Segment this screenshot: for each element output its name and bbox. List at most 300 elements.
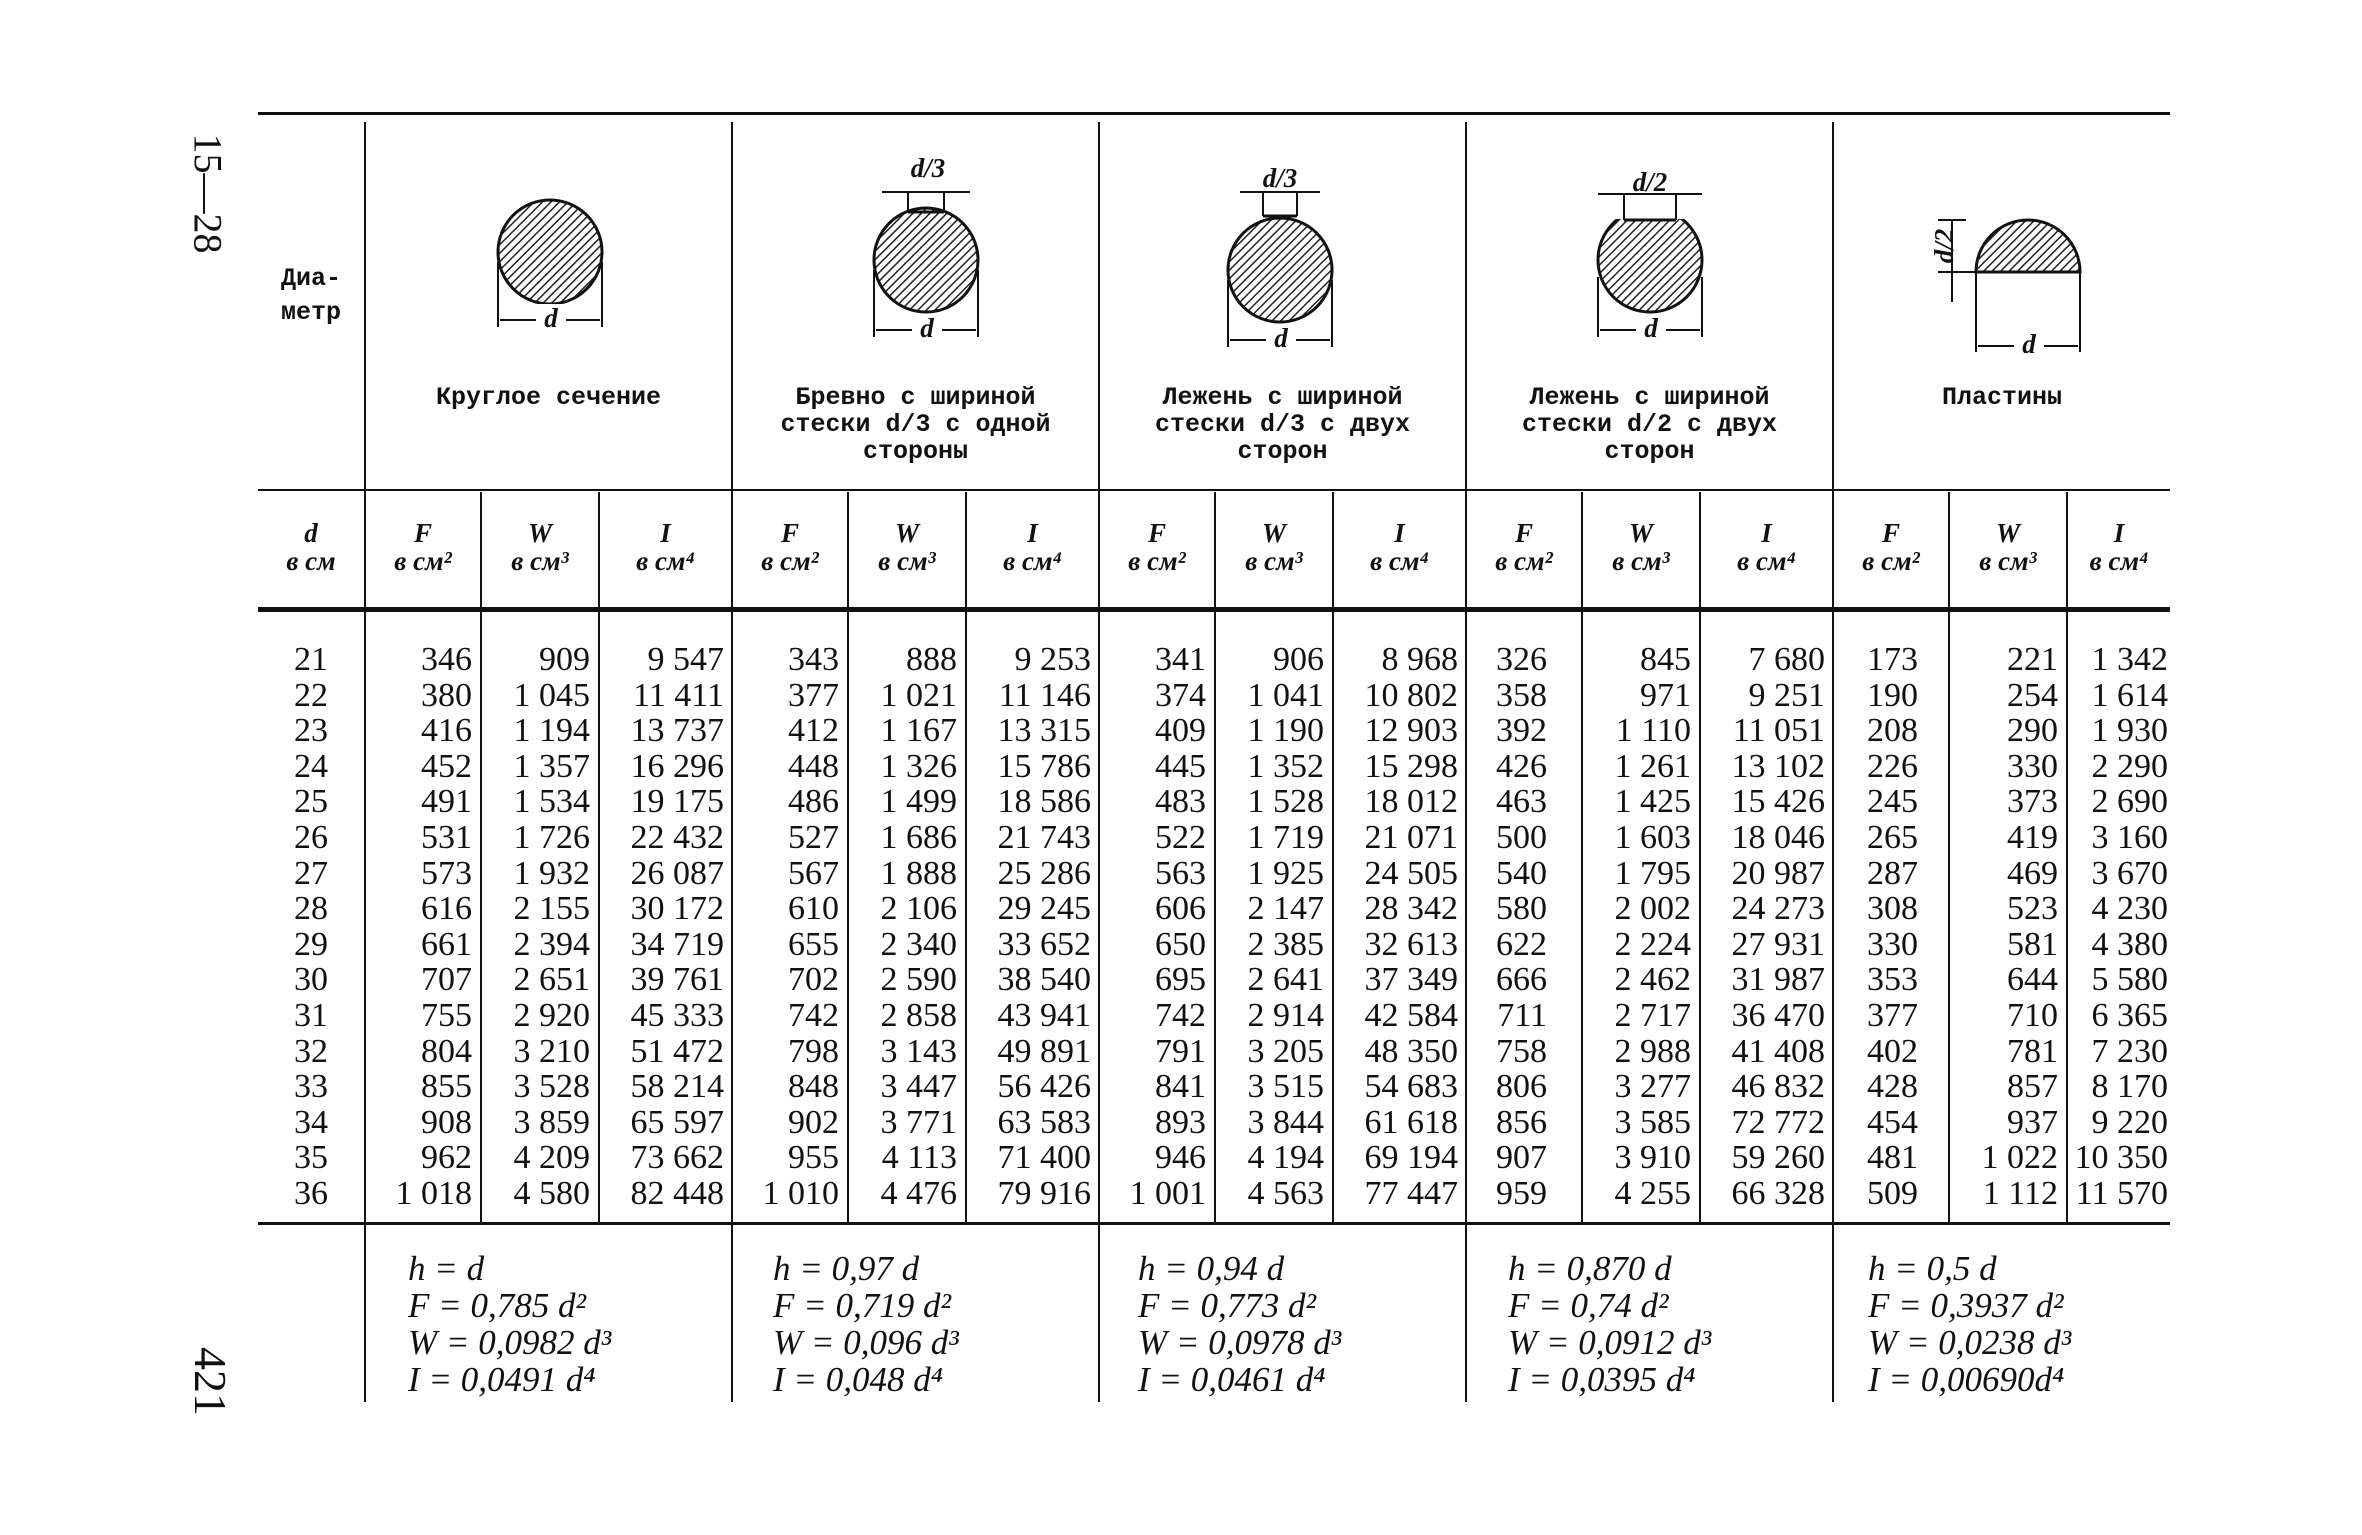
table-cell: 77 447 (1364, 1174, 1458, 1212)
table-cell: 173 (1867, 641, 1918, 678)
table-cell: 9 253 (1014, 641, 1091, 678)
table-cell: 804 (421, 1032, 472, 1070)
half-plate-diagram (1938, 220, 2080, 352)
table-cell: 377 (1867, 996, 1918, 1034)
section-title: Круглое сечение (435, 383, 662, 412)
table-cell: 290 (2007, 712, 2058, 750)
dim-label: d (912, 314, 942, 342)
column-F (1467, 642, 1547, 1212)
table-cell: 419 (2007, 818, 2058, 856)
table-cell: 56 426 (997, 1068, 1091, 1106)
table-cell: 13 315 (997, 712, 1091, 750)
table-cell: 409 (1155, 712, 1206, 750)
table-cell: 1 194 (513, 712, 590, 750)
table-cell: 11 570 (2075, 1174, 2168, 1212)
table-cell: 33 652 (997, 925, 1091, 963)
table-cell: 18 012 (1364, 783, 1458, 821)
table-cell: 695 (1155, 961, 1206, 999)
table-cell: 11 051 (1732, 712, 1825, 750)
table-cell: 1 018 (395, 1174, 472, 1212)
table-cell: 486 (788, 783, 839, 821)
table-cell: 48 350 (1364, 1032, 1458, 1070)
table-cell: 798 (788, 1032, 839, 1070)
table-cell: 416 (421, 712, 472, 750)
table-cell: 509 (1867, 1174, 1918, 1212)
table-cell: 857 (2007, 1068, 2058, 1106)
table-cell: 848 (788, 1068, 839, 1106)
top-dim-label: d/3 (1262, 163, 1298, 193)
table-cell: 1 795 (1614, 854, 1691, 892)
table-cell: 20 987 (1731, 854, 1825, 892)
table-cell: 72 772 (1731, 1103, 1825, 1141)
column-I (967, 642, 1091, 1212)
section-title: Лежень с шириной стески d/2 с двух сторон (1521, 383, 1778, 466)
table-cell: 622 (1496, 925, 1547, 963)
table-cell: 3 160 (2091, 818, 2168, 856)
table-cell: 66 328 (1731, 1174, 1825, 1212)
table-cell: 2 858 (880, 996, 957, 1034)
top-dim-label: d/2 (1632, 167, 1668, 197)
table-cell: 15 426 (1731, 783, 1825, 821)
table-cell: 1 167 (880, 712, 957, 750)
unit-I: I в см⁴ (1003, 518, 1062, 576)
table-cell: 1 021 (880, 676, 957, 714)
table-cell: 34 719 (630, 925, 724, 963)
table-cell: 330 (1867, 925, 1918, 963)
table-cell: 254 (2007, 676, 2058, 714)
table-cell: 463 (1496, 783, 1547, 821)
table-cell: 702 (788, 961, 839, 999)
table-cell: 16 296 (630, 747, 724, 785)
table-cell: 208 (1867, 712, 1918, 750)
table-cell: 806 (1496, 1068, 1547, 1106)
table-cell: 15 298 (1364, 747, 1458, 785)
table-cell: 9 220 (2091, 1103, 2168, 1141)
table-cell: 2 394 (513, 925, 590, 963)
table-cell: 13 737 (630, 712, 724, 750)
table-cell: 906 (1273, 641, 1324, 678)
table-cell: 888 (906, 641, 957, 678)
table-cell: 791 (1155, 1032, 1206, 1070)
table-cell: 265 (1867, 818, 1918, 856)
unit-F: F в см² (761, 518, 819, 576)
table-cell: 2 690 (2091, 783, 2168, 821)
table-cell: 937 (2007, 1103, 2058, 1141)
table-cell: 374 (1155, 676, 1206, 714)
unit-F: F в см² (1128, 518, 1186, 576)
table-cell: 711 (1497, 996, 1547, 1034)
table-cell: 523 (2007, 890, 2058, 928)
table-cell: 9 547 (647, 641, 724, 678)
table-cell: 2 641 (1247, 961, 1324, 999)
column-W (1583, 642, 1691, 1212)
table-cell: 25 (294, 783, 328, 821)
table-cell: 971 (1640, 676, 1691, 714)
table-cell: 43 941 (997, 996, 1091, 1034)
column-d (258, 642, 364, 1212)
table-cell: 18 586 (997, 783, 1091, 821)
table-cell: 9 251 (1748, 676, 1825, 714)
table-cell: 1 726 (513, 818, 590, 856)
column-F (366, 642, 472, 1212)
table-cell: 580 (1496, 890, 1547, 928)
formula-block: h = 0,5 d F = 0,3937 d² W = 0,0238 d³ I = 0,00690d⁴ (1868, 1249, 2072, 1399)
table-cell: 226 (1867, 747, 1918, 785)
table-cell: 26 (294, 818, 328, 856)
table-cell: 3 277 (1614, 1068, 1691, 1106)
table-cell: 1 261 (1614, 747, 1691, 785)
table-cell: 51 472 (630, 1032, 724, 1070)
table-cell: 3 528 (513, 1068, 590, 1106)
table-cell: 353 (1867, 961, 1918, 999)
table-cell: 12 903 (1364, 712, 1458, 750)
table-cell: 4 580 (513, 1174, 590, 1212)
table-cell: 27 931 (1731, 925, 1825, 963)
top-dim-label: d/3 (910, 153, 946, 183)
table-cell: 4 255 (1614, 1174, 1691, 1212)
table-cell: 69 194 (1364, 1139, 1458, 1177)
table-cell: 8 968 (1381, 641, 1458, 678)
unit-F: F в см² (1495, 518, 1553, 576)
table-cell: 962 (421, 1139, 472, 1177)
table-cell: 855 (421, 1068, 472, 1106)
table-cell: 4 194 (1247, 1139, 1324, 1177)
section-diagrams (258, 112, 2170, 372)
table-cell: 2 155 (513, 890, 590, 928)
column-F (1834, 642, 1918, 1212)
section-properties-table (258, 112, 2170, 1402)
table-cell: 373 (2007, 783, 2058, 821)
table-cell: 24 505 (1364, 854, 1458, 892)
table-cell: 24 273 (1731, 890, 1825, 928)
table-cell: 908 (421, 1103, 472, 1141)
table-cell: 5 580 (2091, 961, 2168, 999)
formula-block: h = 0,97 d F = 0,719 d² W = 0,096 d³ I = 0,048 d⁴ (773, 1249, 959, 1399)
column-W (482, 642, 590, 1212)
table-cell: 2 920 (513, 996, 590, 1034)
table-cell: 7 680 (1748, 641, 1825, 678)
table-cell: 1 110 (1615, 712, 1691, 750)
table-cell: 454 (1867, 1103, 1918, 1141)
table-cell: 15 786 (997, 747, 1091, 785)
table-cell: 27 (294, 854, 328, 892)
table-cell: 2 106 (880, 890, 957, 928)
table-cell: 31 (294, 996, 328, 1034)
table-cell: 3 859 (513, 1103, 590, 1141)
table-cell: 31 987 (1731, 961, 1825, 999)
table-cell: 402 (1867, 1032, 1918, 1070)
table-cell: 650 (1155, 925, 1206, 963)
table-cell: 1 528 (1247, 783, 1324, 821)
table-cell: 1 719 (1247, 818, 1324, 856)
table-cell: 308 (1867, 890, 1918, 928)
table-cell: 644 (2007, 961, 2058, 999)
table-cell: 428 (1867, 1068, 1918, 1106)
table-cell: 341 (1155, 641, 1206, 678)
table-cell: 61 618 (1364, 1103, 1458, 1141)
diameter-header: Диа- метр (280, 264, 341, 327)
dim-label: d (536, 304, 566, 332)
table-cell: 500 (1496, 818, 1547, 856)
table-cell: 32 613 (1364, 925, 1458, 963)
table-cell: 221 (2007, 641, 2058, 678)
column-F (733, 642, 839, 1212)
table-cell: 1 686 (880, 818, 957, 856)
table-cell: 1 614 (2091, 676, 2168, 714)
table-cell: 4 113 (881, 1139, 957, 1177)
table-cell: 3 210 (513, 1032, 590, 1070)
table-cell: 29 245 (997, 890, 1091, 928)
table-cell: 35 (294, 1139, 328, 1177)
table-cell: 45 333 (630, 996, 724, 1034)
table-cell: 2 590 (880, 961, 957, 999)
table-cell: 41 408 (1731, 1032, 1825, 1070)
table-cell: 36 (294, 1174, 328, 1212)
table-cell: 1 045 (513, 676, 590, 714)
table-cell: 4 380 (2091, 925, 2168, 963)
table-cell: 330 (2007, 747, 2058, 785)
data-bottom-rule (258, 1222, 2170, 1225)
table-cell: 63 583 (997, 1103, 1091, 1141)
table-cell: 531 (421, 818, 472, 856)
table-cell: 2 290 (2091, 747, 2168, 785)
table-cell: 18 046 (1731, 818, 1825, 856)
table-cell: 28 342 (1364, 890, 1458, 928)
column-I (600, 642, 724, 1212)
table-cell: 2 224 (1614, 925, 1691, 963)
unit-I: I в см⁴ (1370, 518, 1429, 576)
table-cell: 758 (1496, 1032, 1547, 1070)
table-cell: 3 143 (880, 1032, 957, 1070)
page-number: 421 (185, 1347, 236, 1416)
table-cell: 58 214 (630, 1068, 724, 1106)
table-cell: 610 (788, 890, 839, 928)
table-cell: 25 286 (997, 854, 1091, 892)
table-cell: 452 (421, 747, 472, 785)
table-cell: 4 563 (1247, 1174, 1324, 1212)
table-cell: 959 (1496, 1174, 1547, 1212)
table-cell: 909 (539, 641, 590, 678)
table-cell: 11 411 (633, 676, 724, 714)
table-cell: 412 (788, 712, 839, 750)
table-cell: 2 462 (1614, 961, 1691, 999)
unit-I: I в см⁴ (636, 518, 695, 576)
table-cell: 30 172 (630, 890, 724, 928)
table-cell: 343 (788, 641, 839, 678)
table-cell: 392 (1496, 712, 1547, 750)
table-cell: 49 891 (997, 1032, 1091, 1070)
unit-W: W в см³ (1979, 518, 2037, 576)
table-cell: 19 175 (630, 783, 724, 821)
table-cell: 3 585 (1614, 1103, 1691, 1141)
table-cell: 527 (788, 818, 839, 856)
table-cell: 710 (2007, 996, 2058, 1034)
table-cell: 7 230 (2091, 1032, 2168, 1070)
table-cell: 573 (421, 854, 472, 892)
table-cell: 26 087 (630, 854, 724, 892)
table-cell: 287 (1867, 854, 1918, 892)
column-W (1216, 642, 1324, 1212)
table-cell: 3 205 (1247, 1032, 1324, 1070)
table-cell: 2 988 (1614, 1032, 1691, 1070)
table-cell: 10 802 (1364, 676, 1458, 714)
top-dim-label: d/2 (1929, 228, 1959, 264)
table-cell: 2 651 (513, 961, 590, 999)
table-cell: 902 (788, 1103, 839, 1141)
unit-F: F в см² (1862, 518, 1920, 576)
table-cell: 755 (421, 996, 472, 1034)
table-cell: 426 (1496, 747, 1547, 785)
formula-block: h = d F = 0,785 d² W = 0,0982 d³ I = 0,0491 d⁴ (408, 1249, 612, 1399)
table-cell: 469 (2007, 854, 2058, 892)
unit-W: W в см³ (1245, 518, 1303, 576)
table-cell: 1 001 (1129, 1174, 1206, 1212)
formula-block: h = 0,870 d F = 0,74 d² W = 0,0912 d³ I = 0,0395 d⁴ (1508, 1249, 1712, 1399)
section-title: Лежень с шириной стески d/3 с двух сторон (1154, 383, 1411, 466)
table-cell: 1 930 (2091, 712, 2168, 750)
table-cell: 893 (1155, 1103, 1206, 1141)
table-cell: 481 (1867, 1139, 1918, 1177)
column-I (1701, 642, 1825, 1212)
table-cell: 22 (294, 676, 328, 714)
table-cell: 1 932 (513, 854, 590, 892)
table-cell: 346 (421, 641, 472, 678)
unit-W: W в см³ (1612, 518, 1670, 576)
table-cell: 6 365 (2091, 996, 2168, 1034)
table-cell: 1 112 (1982, 1174, 2058, 1212)
table-cell: 39 761 (630, 961, 724, 999)
table-cell: 8 170 (2091, 1068, 2168, 1106)
table-cell: 955 (788, 1139, 839, 1177)
table-cell: 540 (1496, 854, 1547, 892)
table-cell: 33 (294, 1068, 328, 1106)
table-cell: 21 (294, 641, 328, 678)
table-cell: 3 771 (880, 1103, 957, 1141)
table-cell: 1 326 (880, 747, 957, 785)
table-cell: 856 (1496, 1103, 1547, 1141)
table-cell: 21 743 (997, 818, 1091, 856)
table-cell: 38 540 (997, 961, 1091, 999)
table-cell: 73 662 (630, 1139, 724, 1177)
section-title: Бревно с шириной стески d/3 с одной стороны (780, 383, 1051, 466)
table-cell: 34 (294, 1103, 328, 1141)
table-cell: 1 888 (880, 854, 957, 892)
dim-label: d (1266, 324, 1296, 352)
unit-d: d в см (286, 518, 336, 576)
table-cell: 4 230 (2091, 890, 2168, 928)
table-cell: 4 209 (513, 1139, 590, 1177)
column-I (1334, 642, 1458, 1212)
formula-block: h = 0,94 d F = 0,773 d² W = 0,0978 d³ I = 0,0461 d⁴ (1138, 1249, 1342, 1399)
table-cell: 522 (1155, 818, 1206, 856)
table-cell: 11 146 (998, 676, 1091, 714)
table-cell: 655 (788, 925, 839, 963)
table-cell: 36 470 (1731, 996, 1825, 1034)
section-title: Пластины (1941, 383, 2063, 412)
table-cell: 1 352 (1247, 747, 1324, 785)
table-cell: 1 041 (1247, 676, 1324, 714)
table-cell: 2 914 (1247, 996, 1324, 1034)
table-cell: 445 (1155, 747, 1206, 785)
column-W (849, 642, 957, 1212)
table-cell: 448 (788, 747, 839, 785)
table-cell: 22 432 (630, 818, 724, 856)
table-cell: 1 425 (1614, 783, 1691, 821)
dim-label: d (2014, 330, 2044, 358)
table-cell: 3 910 (1614, 1139, 1691, 1177)
table-cell: 326 (1496, 641, 1547, 678)
table-cell: 1 603 (1614, 818, 1691, 856)
table-cell: 358 (1496, 676, 1547, 714)
table-cell: 10 350 (2074, 1139, 2168, 1177)
table-cell: 2 717 (1614, 996, 1691, 1034)
table-cell: 32 (294, 1032, 328, 1070)
table-cell: 46 832 (1731, 1068, 1825, 1106)
header-rule (258, 489, 2170, 491)
table-cell: 79 916 (997, 1174, 1091, 1212)
table-cell: 1 534 (513, 783, 590, 821)
table-cell: 42 584 (1364, 996, 1458, 1034)
table-cell: 65 597 (630, 1103, 724, 1141)
unit-W: W в см³ (511, 518, 569, 576)
table-cell: 742 (1155, 996, 1206, 1034)
table-cell: 2 340 (880, 925, 957, 963)
unit-F: F в см² (394, 518, 452, 576)
table-cell: 13 102 (1731, 747, 1825, 785)
unit-I: I в см⁴ (2089, 518, 2149, 576)
table-cell: 71 400 (997, 1139, 1091, 1177)
table-cell: 190 (1867, 676, 1918, 714)
unit-I: I в см⁴ (1737, 518, 1796, 576)
table-cell: 606 (1155, 890, 1206, 928)
table-cell: 28 (294, 890, 328, 928)
table-cell: 841 (1155, 1068, 1206, 1106)
table-cell: 2 385 (1247, 925, 1324, 963)
table-cell: 781 (2007, 1032, 2058, 1070)
table-cell: 37 349 (1364, 961, 1458, 999)
table-cell: 380 (421, 676, 472, 714)
table-cell: 845 (1640, 641, 1691, 678)
unit-W: W в см³ (878, 518, 936, 576)
table-cell: 567 (788, 854, 839, 892)
table-cell: 1 022 (1981, 1139, 2058, 1177)
table-cell: 1 499 (880, 783, 957, 821)
table-cell: 2 002 (1614, 890, 1691, 928)
table-cell: 661 (421, 925, 472, 963)
table-cell: 82 448 (630, 1174, 724, 1212)
table-cell: 24 (294, 747, 328, 785)
table-cell: 29 (294, 925, 328, 963)
section-number: 15—28 (185, 133, 231, 254)
table-cell: 616 (421, 890, 472, 928)
table-cell: 3 515 (1247, 1068, 1324, 1106)
table-cell: 23 (294, 712, 328, 750)
table-cell: 907 (1496, 1139, 1547, 1177)
table-cell: 4 476 (880, 1174, 957, 1212)
table-cell: 1 357 (513, 747, 590, 785)
table-cell: 377 (788, 676, 839, 714)
column-F (1100, 642, 1206, 1212)
table-cell: 1 925 (1247, 854, 1324, 892)
table-cell: 483 (1155, 783, 1206, 821)
table-cell: 563 (1155, 854, 1206, 892)
table-cell: 54 683 (1364, 1068, 1458, 1106)
table-cell: 3 844 (1247, 1103, 1324, 1141)
table-cell: 30 (294, 961, 328, 999)
table-cell: 742 (788, 996, 839, 1034)
table-cell: 707 (421, 961, 472, 999)
table-cell: 2 147 (1247, 890, 1324, 928)
